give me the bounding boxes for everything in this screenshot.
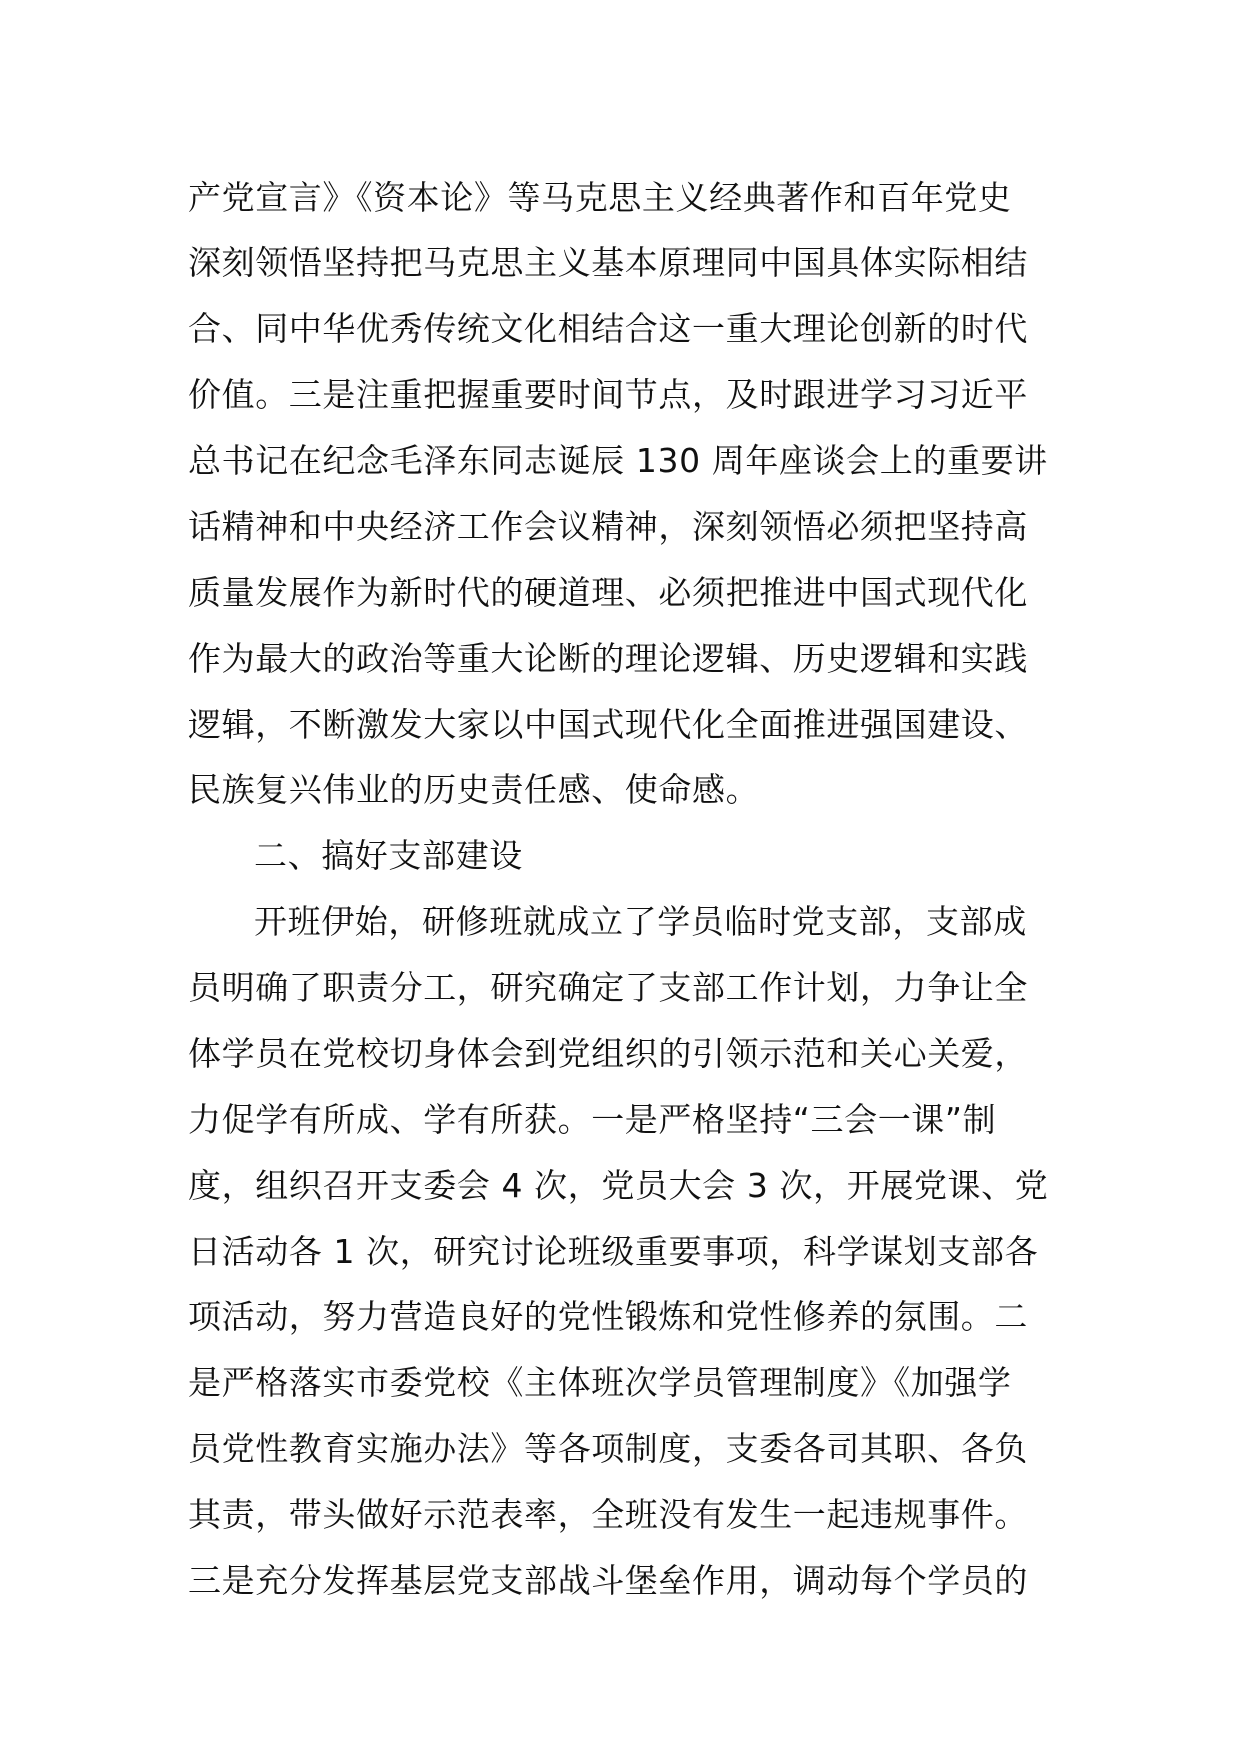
paragraph-line: 价值。三是注重把握重要时间节点，及时跟进学习习近平 xyxy=(188,375,1028,414)
paragraph-line: 体学员在党校切身体会到党组织的引领示范和关心关爱， xyxy=(188,1034,1028,1073)
paragraph-line: 逻辑，不断激发大家以中国式现代化全面推进强国建设、 xyxy=(188,705,1028,744)
paragraph-line: 深刻领悟坚持把马克思主义基本原理同中国具体实际相结 xyxy=(188,243,1028,282)
paragraph-line: 合、同中华优秀传统文化相结合这一重大理论创新的时代 xyxy=(188,309,1028,348)
paragraph-line: 员明确了职责分工，研究确定了支部工作计划，力争让全 xyxy=(188,968,1028,1007)
paragraph-line: 作为最大的政治等重大论断的理论逻辑、历史逻辑和实践 xyxy=(188,639,1028,678)
paragraph-line: 日活动各 1 次，研究讨论班级重要事项，科学谋划支部各 xyxy=(188,1232,1039,1271)
paragraph-line: 产党宣言》《资本论》等马克思主义经典著作和百年党史 xyxy=(188,178,1012,217)
paragraph-line: 三是充分发挥基层党支部战斗堡垒作用，调动每个学员的 xyxy=(188,1561,1028,1600)
paragraph-line: 话精神和中央经济工作会议精神，深刻领悟必须把坚持高 xyxy=(188,507,1028,546)
paragraph-line: 度，组织召开支委会 4 次，党员大会 3 次，开展党课、党 xyxy=(188,1166,1049,1205)
section-heading: 二、搞好支部建设 xyxy=(254,836,523,875)
paragraph-line: 项活动，努力营造良好的党性锻炼和党性修养的氛围。二 xyxy=(188,1297,1028,1336)
paragraph-line: 是严格落实市委党校《主体班次学员管理制度》《加强学 xyxy=(188,1363,1012,1402)
paragraph-line: 开班伊始，研修班就成立了学员临时党支部，支部成 xyxy=(254,902,1027,941)
paragraph-line: 民族复兴伟业的历史责任感、使命感。 xyxy=(188,770,760,809)
paragraph-line: 员党性教育实施办法》等各项制度，支委各司其职、各负 xyxy=(188,1429,1028,1468)
paragraph-line: 质量发展作为新时代的硬道理、必须把推进中国式现代化 xyxy=(188,573,1028,612)
paragraph-line: 总书记在纪念毛泽东同志诞辰 130 周年座谈会上的重要讲 xyxy=(188,441,1048,480)
paragraph-line: 力促学有所成、学有所获。一是严格坚持“三会一课”制 xyxy=(188,1100,997,1139)
paragraph-line: 其责，带头做好示范表率，全班没有发生一起违规事件。 xyxy=(188,1495,1028,1534)
